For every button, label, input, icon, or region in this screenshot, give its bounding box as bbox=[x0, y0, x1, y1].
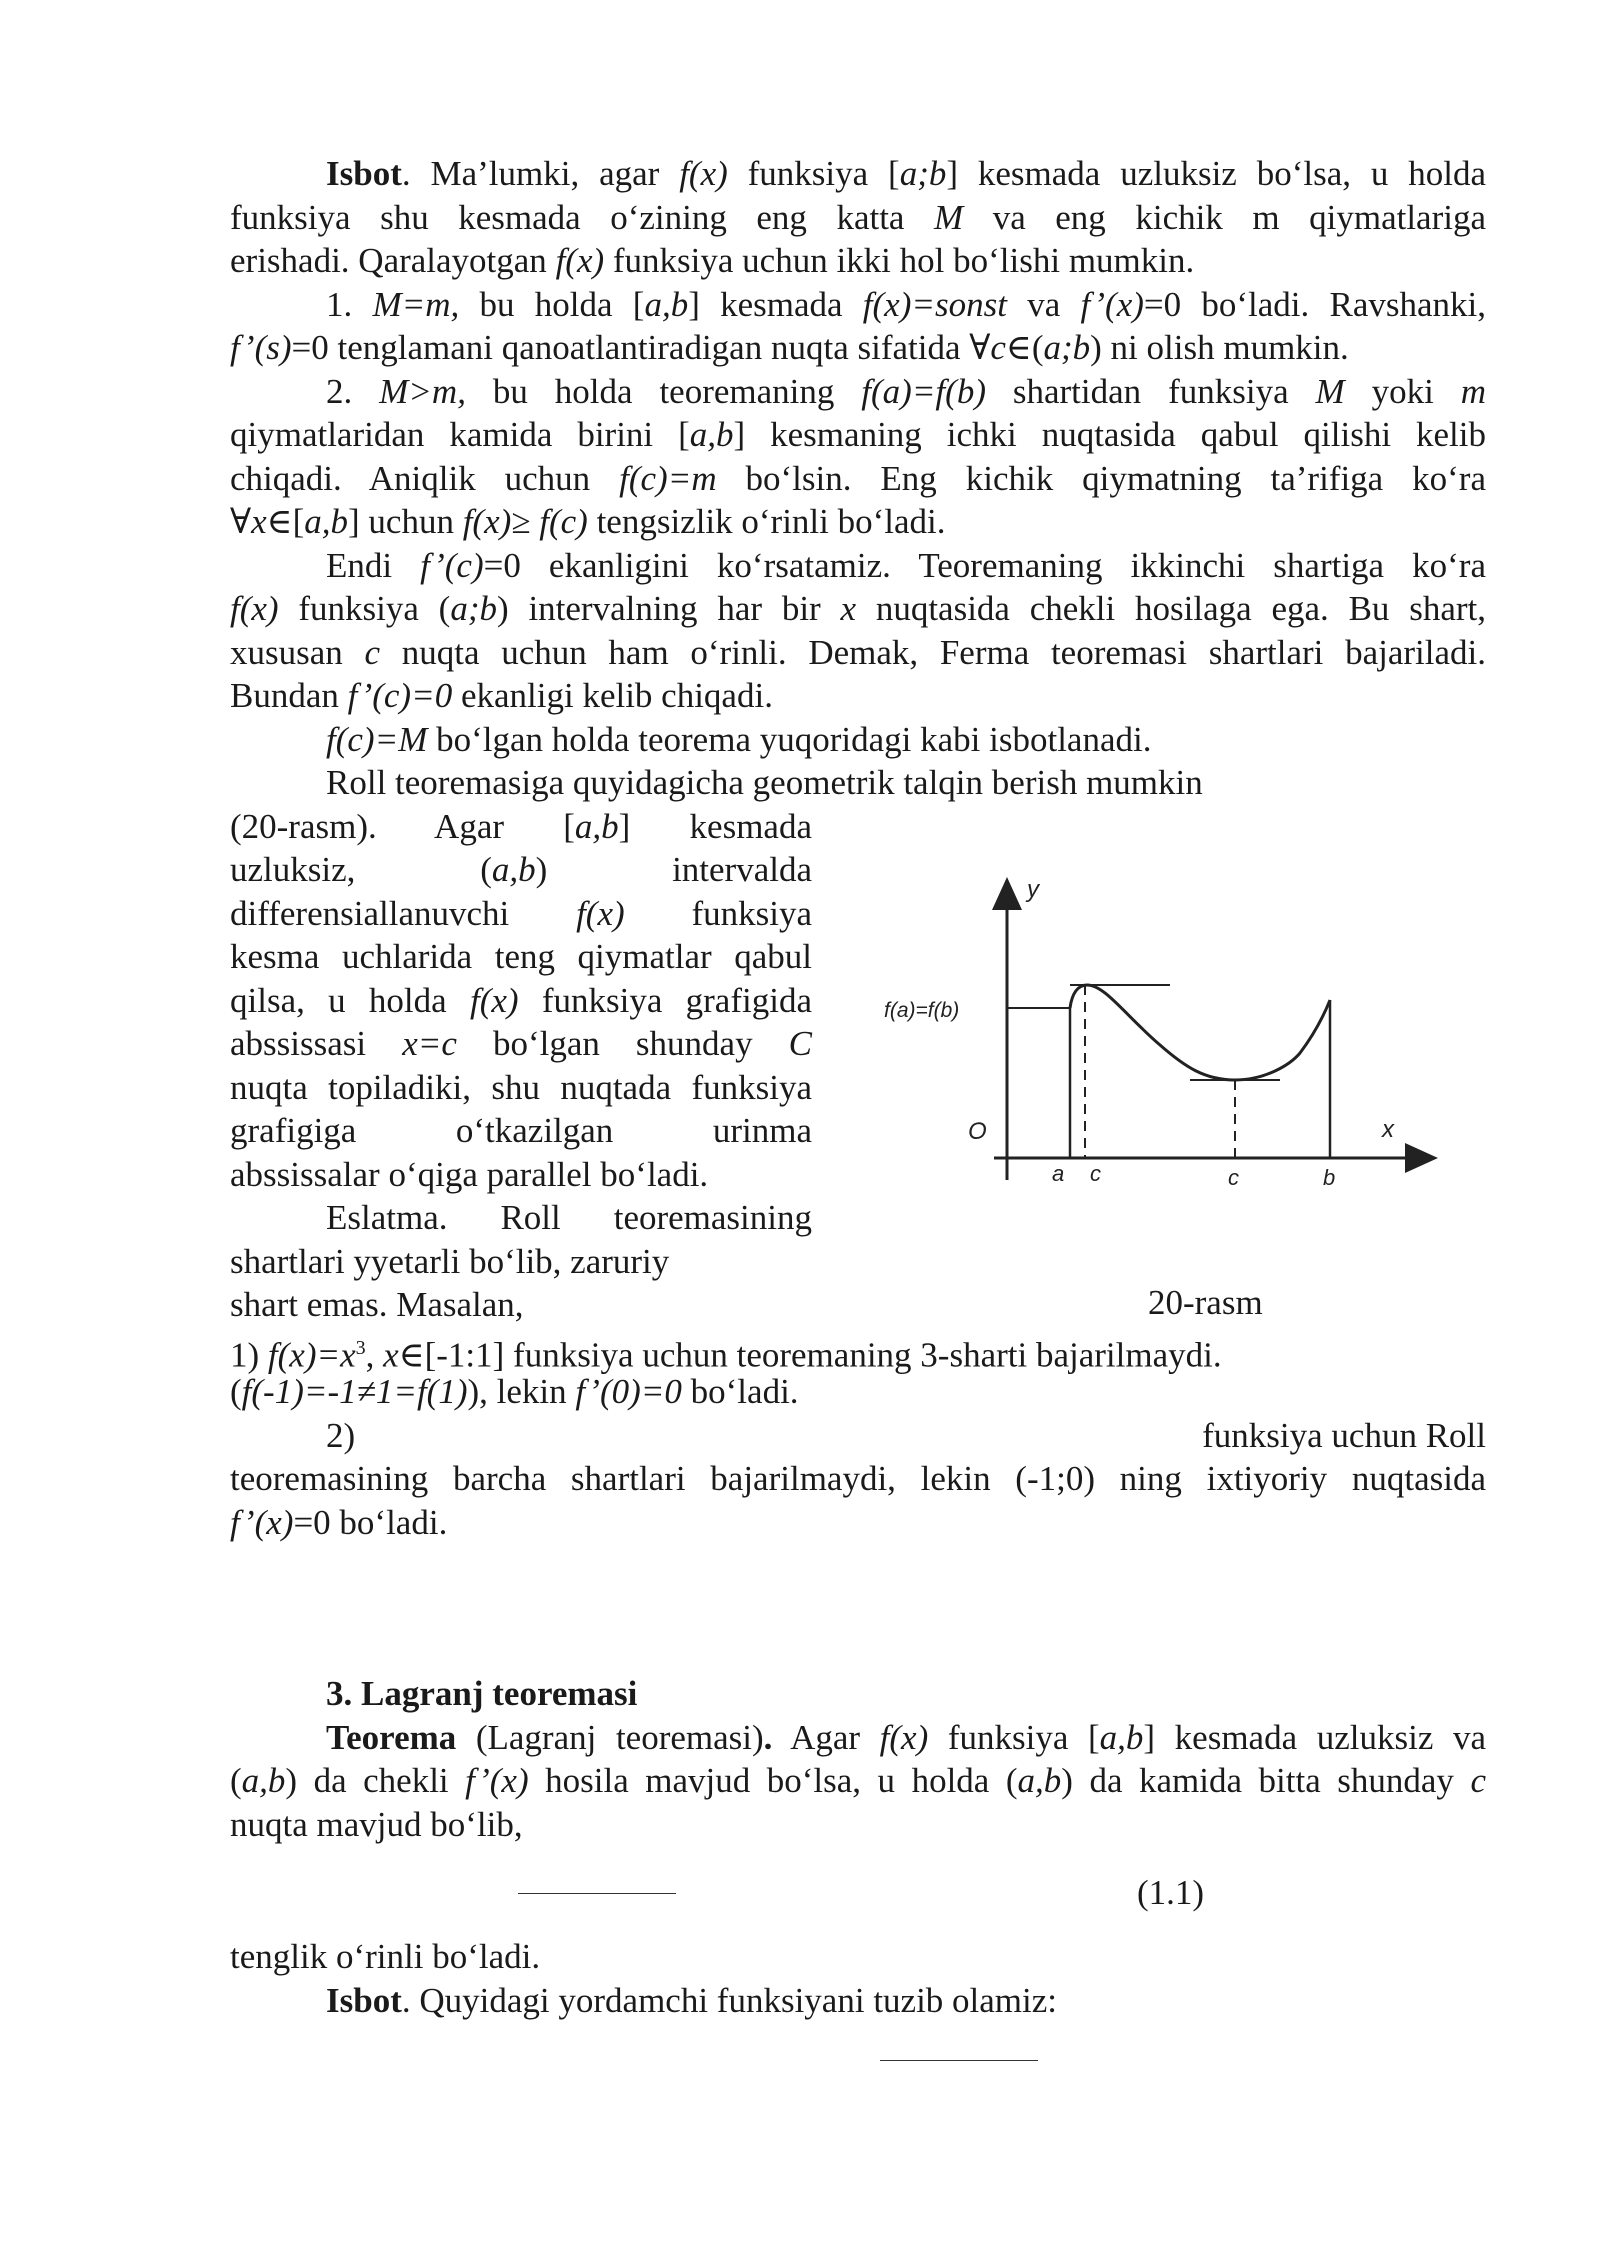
example-2-number: 2) bbox=[326, 1415, 356, 1455]
auxiliary-fraction-bar bbox=[880, 2060, 1038, 2061]
roll-geom-line6: qilsa, u holda f(x) funksiya grafigida bbox=[230, 980, 812, 1020]
roll-geom-line7: abssissasi x=c bo‘lgan shunday C bbox=[230, 1024, 812, 1063]
example-2-line2: teoremasining barcha shartlari bajarilmaydi, lekin (-1;0) ning ixtiyoriy nuqtasida bbox=[230, 1459, 1486, 1498]
tick-label-a: a bbox=[1052, 1161, 1065, 1186]
y-axis-label: y bbox=[1027, 876, 1039, 903]
tick-label-c2: c bbox=[1228, 1165, 1239, 1190]
lagranj-line4: tenglik o‘rinli bo‘ladi. bbox=[230, 1937, 541, 1976]
section-heading-lagranj: 3. Lagranj teoremasi bbox=[326, 1674, 638, 1713]
eslatma-line3: shart emas. Masalan, bbox=[230, 1285, 524, 1324]
paragraph-isbot: Isbot. Ma’lumki, agar f(x) funksiya [a;b] kesmada uzluksiz bo‘lsa, u holda bbox=[326, 154, 1486, 193]
roll-geom-line9: grafigiga o‘tkazilgan urinma bbox=[230, 1111, 812, 1150]
eslatma-line2: shartlari yyetarli bo‘lib, zaruriy bbox=[230, 1241, 670, 1281]
rolle-graph-svg bbox=[880, 875, 1440, 1205]
fcM-line: f(c)=M bo‘lgan holda teorema yuqoridagi kabi isbotlanadi. bbox=[326, 719, 1152, 759]
eslatma-line1: Eslatma. Roll teoremasining bbox=[326, 1198, 812, 1237]
function-curve bbox=[1070, 985, 1330, 1080]
case-2-line2: qiymatlaridan kamida birini [a,b] kesmaning ichki nuqtasida qabul qilishi kelib bbox=[230, 415, 1486, 454]
endi-line1: Endi f’(c)=0 ekanligini ko‘rsatamiz. Teoremaning ikkinchi shartiga ko‘ra bbox=[326, 545, 1486, 585]
tick-label-b: b bbox=[1323, 1165, 1336, 1190]
example-1-line1: 1) $f(x)=x^3$, x∈[-1:1] funksiya uchun teoremaning 3-sharti bajarilmaydi. bbox=[230, 1335, 1222, 1375]
equation-number: (1.1) bbox=[1137, 1873, 1205, 1912]
roll-geom-line3: uzluksiz, (a,b) intervalda bbox=[230, 850, 813, 889]
fa-fb-label: f(a)=f(b) bbox=[884, 999, 960, 1022]
case-2-line1: 2. M>m, bu holda teoremaning f(a)=f(b) shartidan funksiya M yoki m bbox=[326, 371, 1486, 411]
lagranj-theorem-line1: Teorema (Lagranj teoremasi). Agar f(x) funksiya [a,b] kesmada uzluksiz va bbox=[326, 1717, 1486, 1757]
example-2-line3: f’(x)=0 bo‘ladi. bbox=[230, 1502, 448, 1542]
case-2-line4: ∀x∈[a,b] uchun f(x)≥ f(c) tengsizlik o‘rinli bo‘ladi. bbox=[230, 502, 946, 541]
case-1-line1: 1. M=m, bu holda [a,b] kesmada f(x)=sonst va f’(x)=0 bo‘ladi. Ravshanki, bbox=[326, 284, 1487, 324]
example-2-line1-end: funksiya uchun Roll bbox=[1202, 1415, 1486, 1455]
roll-geom-line1: Roll teoremasiga quyidagicha geometrik talqin berish mumkin bbox=[326, 763, 1203, 802]
example-1-line2: (f(-1)=-1≠1=f(1)), lekin f’(0)=0 bo‘ladi. bbox=[230, 1372, 799, 1411]
case-2-line3: chiqadi. Aniqlik uchun f(c)=m bo‘lsin. Eng kichik qiymatning ta’rifiga ko‘ra bbox=[230, 458, 1486, 498]
lagranj-theorem-line3: nuqta mavjud bo‘lib, bbox=[230, 1804, 523, 1844]
roll-geom-line8: nuqta topiladiki, shu nuqtada funksiya bbox=[230, 1067, 812, 1107]
formula-fraction-bar bbox=[518, 1893, 676, 1894]
roll-geom-line10: abssissalar o‘qiga parallel bo‘ladi. bbox=[230, 1154, 709, 1194]
roll-geom-line2: (20-rasm). Agar [a,b] kesmada bbox=[230, 806, 812, 846]
endi-line3: xususan c nuqta uchun ham o‘rinli. Demak, Ferma teoremasi shartlari bajariladi. bbox=[230, 632, 1486, 672]
endi-line2: f(x) funksiya (a;b) intervalning har bir x nuqtasida chekli hosilaga ega. Bu shart, bbox=[230, 589, 1486, 628]
paragraph-isbot-line2: funksiya shu kesmada o‘zining eng katta M va eng kichik m qiymatlariga bbox=[230, 197, 1487, 237]
figure-20-rolle-graph bbox=[880, 875, 1440, 1205]
lagranj-theorem-line2: (a,b) da chekli f’(x) hosila mavjud bo‘lsa, u holda (a,b) da kamida bitta shunday c bbox=[230, 1761, 1486, 1800]
x-axis-label: x bbox=[1382, 1116, 1394, 1143]
endi-line4: Bundan f’(c)=0 ekanligi kelib chiqadi. bbox=[230, 676, 773, 715]
roll-geom-line5: kesma uchlarida teng qiymatlar qabul bbox=[230, 937, 812, 976]
figure-caption: 20-rasm bbox=[1148, 1283, 1263, 1322]
lagranj-isbot-line: Isbot. Quyidagi yordamchi funksiyani tuzib olamiz: bbox=[326, 1980, 1058, 2020]
paragraph-isbot-line3: erishadi. Qaralayotgan f(x) funksiya uchun ikki hol bo‘lishi mumkin. bbox=[230, 241, 1195, 280]
tick-label-c1: c bbox=[1090, 1161, 1101, 1186]
origin-label: O bbox=[968, 1118, 987, 1145]
roll-geom-line4: differensiallanuvchi f(x) funksiya bbox=[230, 893, 812, 933]
case-1-line2: f’(s)=0 tenglamani qanoatlantiradigan nuqta sifatida ∀c∈(a;b) ni olish mumkin. bbox=[230, 328, 1349, 367]
